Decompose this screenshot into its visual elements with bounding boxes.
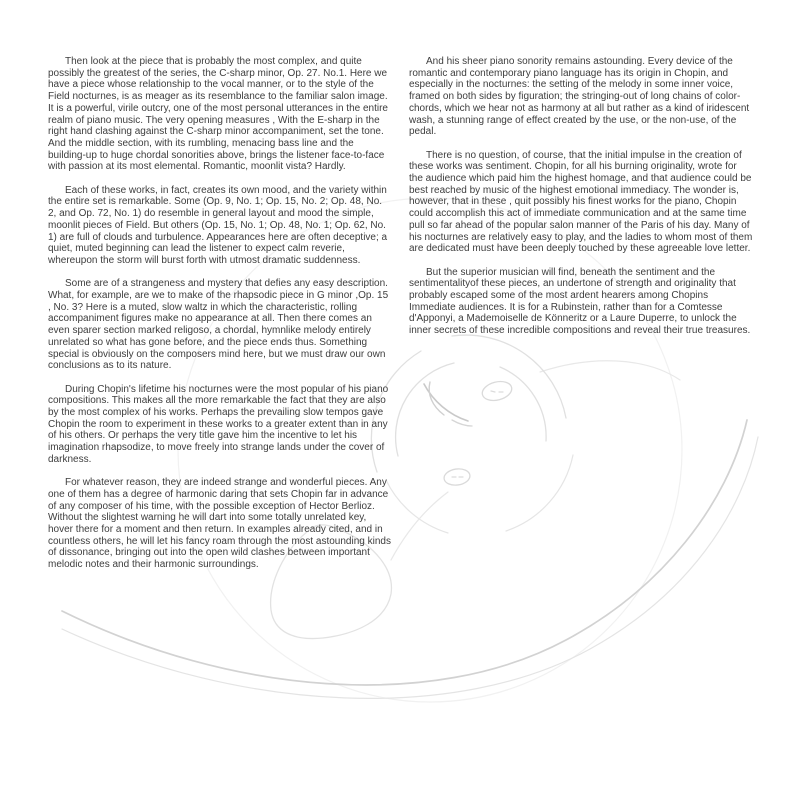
paragraph: During Chopin's lifetime his nocturnes were the most popular of his piano compositions. This makes all the more remarkable the fact that they are also by the most complex of his works. Perhaps the prevailing slow tempos gave Chopin the room to experiment in these works to a greater extent than in any of his others. Or perhaps the very title gave him the incentive to let his imagination rhapsodize, to move freely into strange lands under the cover of darkness. (48, 383, 389, 465)
right-column (409, 56, 753, 583)
paragraph: For whatever reason, they are indeed strange and wonderful pieces. Any one of them has a degree of harmonic daring that sets Chopin far in advance of any composer of his time, with the possible exception of Hector Berlioz. Without the slightest warning he will dart into some totally unrelated key, hover there for a moment and then return. In examples already cited, and in countless others, he will let his fancy roam through the most astounding kinds of dissonance, bringing out into the open wild clashes between important melodic notes and their harmonic surroundings. (48, 477, 391, 571)
left-column (48, 56, 392, 583)
paragraph: But the superior musician will find, beneath the sentiment and the sentimentalityof these pieces, an undertone of strength and originality that probably escaped some of the most ardent hearers among Chopins Immediate audiences. It is for a Rubinstein, rather than for a Comtesse d'Apponyi, a Mademoiselle de Könneritz or a Laure Duperre, to unlock the inner secrets of these incredible compositions and reveal their true treasures. (409, 266, 751, 337)
paragraph: There is no question, of course, that the initial impulse in the creation of these works was sentiment. Chopin, for all his burning originality, wrote for the audience which paid him the highest homage, and that audience could be best reached by music of the highest emotional immediacy. The wonder is, however, that in these , quit possibly his finest works for the piano, Chopin could accomplish this act of immediate communication and at the same time pull so far ahead of the popular salon manner of the Paris of his day. Many of his nocturnes are relatively easy to play, and the ladies to whom most of them are dedicated must have been deeply touched by these agreeable love letter. (409, 149, 753, 255)
paragraph: And his sheer piano sonority remains astounding. Every device of the romantic and contemporary piano language has its origin in Chopin, and especially in the nocturnes: the setting of the melody in some inner voice, framed on both sides by figuration; the stringing-out of long chains of color-chords, which we hear not as harmony at all but rather as a kind of iridescent wash, a stunning range of effect created by the use, or the non-use, of the pedal. (409, 56, 750, 138)
two-column-text-block (48, 56, 754, 583)
paragraph: Then look at the piece that is probably the most complex, and quite possibly the greatest of the series, the C-sharp minor, Op. 27. No.1. Here we have a piece whose relationship to the vocal manner, or to the style of the Field nocturnes, is as meager as its resemblance to the familiar salon image. It is a powerful, virile outcry, one of the most personal utterances in the entire realm of piano music. The very opening measures , With the E-sharp in the right hand clashing against the C-sharp minor accompaniment, set the tone. And the middle section, with its rumbling, menacing bass line and the building-up to huge chordal sonorities above, brings the listener face-to-face with passion at its most elemental. Romantic, moonlit vista? Hardly. (48, 56, 388, 173)
paragraph: Some are of a strangeness and mystery that defies any easy description. What, for example, are we to make of the rhapsodic piece in G minor ,Op. 15 , No. 3? Here is a muted, slow waltz in which the characteristic, rolling accompaniment figures make no appearance at all. Then there comes an even sparer section marked religoso, a chordal, hymnlike melody entirely unrelated so what has gone before, and the piece ends thus. Something special is obviously on the composers mind here, but we must draw our own conclusions as to its nature. (48, 278, 389, 372)
paragraph: Each of these works, in fact, creates its own mood, and the variety within the entire set is remarkable. Some (Op. 9, No. 1; Op. 15, No. 2; Op. 48, No. 2, and Op. 72, No. 1) do resemble in general layout and mood the simple, moonlit pieces of Field. But others (Op. 15, No. 1; Op. 48, No. 1; Op. 62, No. 1) are full of clouds and turbulence. Appearances here are often deceptive; a quiet, muted beginning can lead the listener to expect calm reverie, whereupon the storm will burst forth with utmost dramatic suddenness. (48, 184, 388, 266)
